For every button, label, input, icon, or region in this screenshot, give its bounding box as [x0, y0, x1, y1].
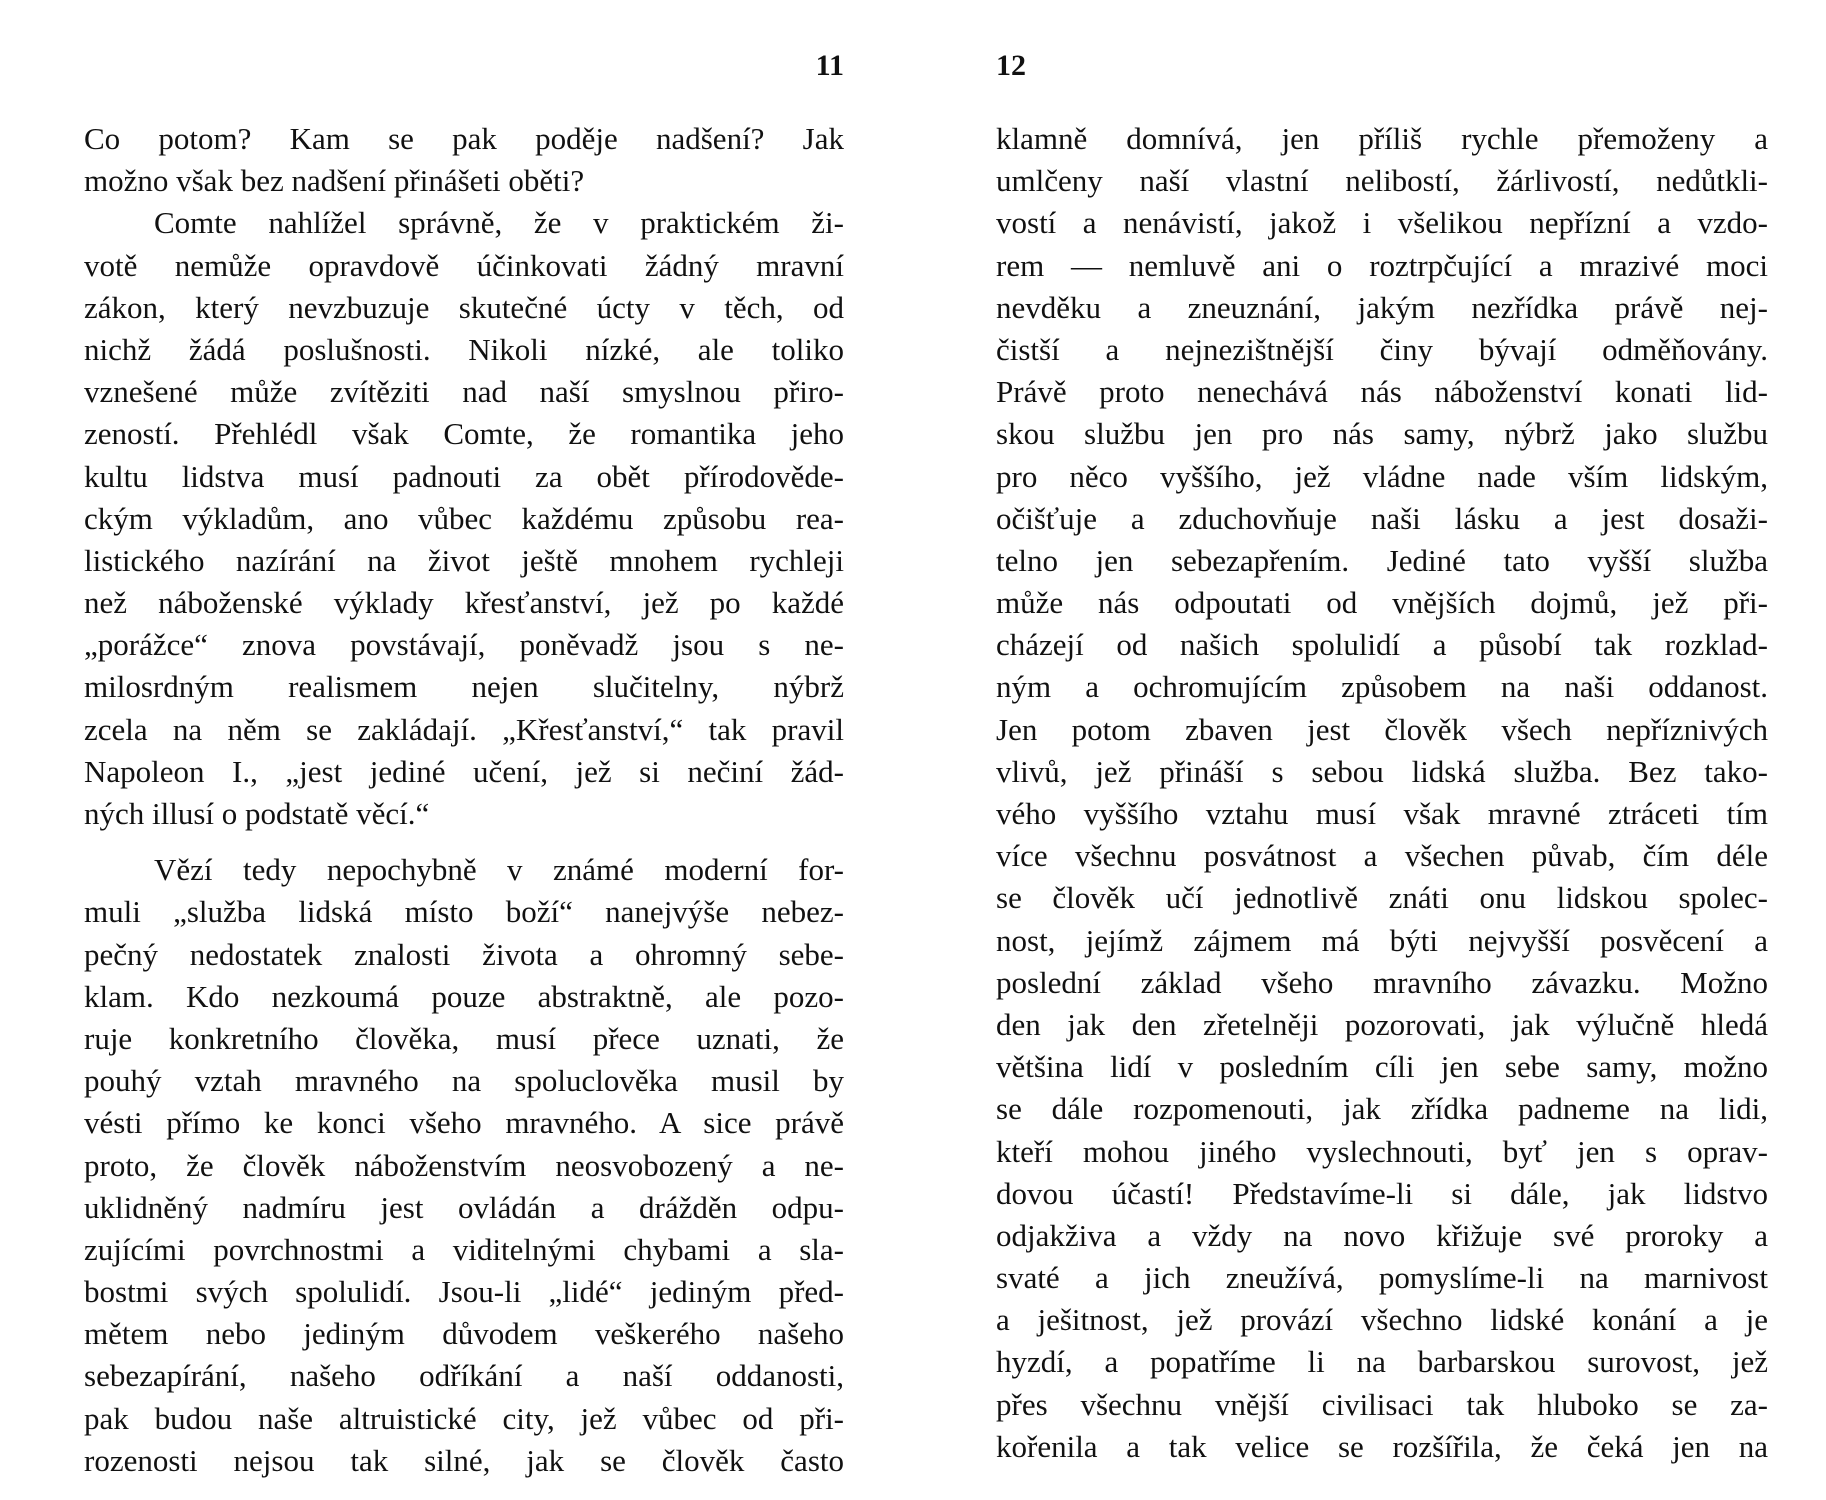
text-line: ckým výkladům, ano vůbec každému způsobu rea-: [84, 500, 844, 536]
page-number: 12: [996, 49, 1026, 82]
text-line: přes všechnu vnější civilisaci tak hluboko se za-: [996, 1386, 1768, 1422]
text-line: než náboženské výklady křesťanství, jež po každé: [84, 585, 844, 621]
text-line: umlčeny naší vlastní nelibostí, žárlivostí, nedůtkli-: [996, 163, 1768, 199]
left-page: [84, 0, 844, 1500]
text-line: Vězí tedy nepochybně v známé moderní for-: [154, 852, 844, 888]
text-line: nost, jejímž zájmem má býti nejvyšší posvěcení a: [996, 922, 1768, 958]
text-line: svaté a jich zneužívá, pomyslíme-li na marnivost: [996, 1260, 1768, 1296]
text-line: hyzdí, a popatříme li na barbarskou surovost, jež: [996, 1344, 1768, 1380]
text-line: pak budou naše altruistické city, jež vůbec od při-: [84, 1400, 844, 1436]
text-line: ným a ochromujícím způsobem na naši oddanost.: [996, 669, 1768, 705]
text-line: se člověk učí jednotlivě znáti onu lidskou spolec-: [996, 880, 1768, 916]
text-line: bostmi svých spolulidí. Jsou-li „lidé“ jediným před-: [84, 1274, 844, 1310]
text-line: nichž žádá poslušnosti. Nikoli nízké, ale toliko: [84, 331, 844, 367]
right-page: [996, 0, 1768, 1500]
paragraph-gap: [84, 835, 844, 849]
text-line: klamně domnívá, jen příliš rychle přemoženy a: [996, 121, 1768, 156]
text-line: Co potom? Kam se pak poděje nadšení? Jak: [84, 121, 844, 156]
text-line: vésti přímo ke konci všeho mravného. A sice právě: [84, 1105, 844, 1141]
text-line: odjakživa a vždy na novo křižuje své proroky a: [996, 1217, 1768, 1253]
text-line: může nás odpoutati od vnějších dojmů, jež při-: [996, 585, 1768, 621]
text-line: pečný nedostatek znalosti života a ohromný sebe-: [84, 936, 844, 972]
text-line: zujícími povrchnostmi a viditelnými chybami a sla-: [84, 1231, 844, 1267]
text-line: ruje konkretního člověka, musí přece uznati, že: [84, 1020, 844, 1056]
text-line: telno jen sebezapřením. Jediné tato vyšší služba: [996, 542, 1768, 578]
text-block: [84, 118, 844, 1482]
text-line: čistší a nejnezištnější činy bývají odměňovány.: [996, 331, 1768, 367]
text-line: ných illusí o podstatě věcí.“: [84, 796, 430, 831]
text-line: sebezapírání, našeho odříkání a naší oddanosti,: [84, 1358, 844, 1394]
text-line: většina lidí v posledním cíli jen sebe samy, možno: [996, 1049, 1768, 1085]
text-line: „porážce“ znova povstávají, poněvadž jsou s ne-: [84, 627, 844, 663]
text-line: kteří mohou jiného vyslechnouti, byť jen s oprav-: [996, 1133, 1768, 1169]
text-line: mětem nebo jediným důvodem veškerého našeho: [84, 1316, 844, 1352]
text-line: den jak den zřetelněji pozorovati, jak výlučně hledá: [996, 1006, 1768, 1042]
text-line: možno však bez nadšení přinášeti oběti?: [84, 163, 585, 199]
text-line: proto, že člověk náboženstvím neosvobozený a ne-: [84, 1147, 844, 1183]
text-line: pouhý vztah mravného na spoluclověka musil by: [84, 1063, 844, 1099]
text-line: votě nemůže opravdově účinkovati žádný mravní: [84, 247, 844, 283]
text-line: rem — nemluvě ani o roztrpčující a mrazivé moci: [996, 247, 1768, 283]
text-line: se dále rozpomenouti, jak zřídka padneme na lidi,: [996, 1091, 1768, 1127]
text-line: kořenila a tak velice se rozšířila, že čeká jen na: [996, 1428, 1768, 1464]
text-line: dovou účastí! Představíme-li si dále, jak lidstvo: [996, 1175, 1768, 1211]
text-line: milosrdným realismem nejen slučitelny, nýbrž: [84, 669, 844, 705]
text-line: více všechnu posvátnost a všechen půvab, čím déle: [996, 838, 1768, 874]
text-line: vlivů, jež přináší s sebou lidská služba. Bez tako-: [996, 753, 1768, 789]
text-line: uklidněný nadmíru jest ovládán a drážděn odpu-: [84, 1189, 844, 1225]
text-line: zeností. Přehlédl však Comte, že romantika jeho: [84, 416, 844, 452]
text-line: pro něco vyššího, jež vládne nade vším lidským,: [996, 458, 1768, 494]
text-line: cházejí od našich spolulidí a působí tak rozklad-: [996, 627, 1768, 663]
text-line: zcela na něm se zakládají. „Křesťanství,“ tak pravil: [84, 711, 844, 747]
text-line: skou službu jen pro nás samy, nýbrž jako službu: [996, 416, 1768, 452]
text-line: a ješitnost, jež provází všechno lidské konání a je: [996, 1302, 1768, 1338]
text-line: listického nazírání na život ještě mnohem rychleji: [84, 542, 844, 578]
text-line: poslední základ všeho mravního závazku. Možno: [996, 964, 1768, 1000]
text-line: zákon, který nevzbuzuje skutečné úcty v těch, od: [84, 289, 844, 325]
text-line: muli „služba lidská místo boží“ nanejvýše nebez-: [84, 894, 844, 930]
text-line: vznešené může zvítěziti nad naší smyslnou přiro-: [84, 374, 844, 410]
page-number: 11: [815, 49, 844, 82]
text-line: Napoleon I., „jest jediné učení, jež si nečiní žád-: [84, 753, 844, 789]
text-line: očišťuje a zduchovňuje naši lásku a jest dosaži-: [996, 500, 1768, 536]
text-line: nevděku a zneuznání, jakým nezřídka právě nej-: [996, 289, 1768, 325]
text-line: vého vyššího vztahu musí však mravné ztráceti tím: [996, 796, 1768, 831]
text-line: kultu lidstva musí padnouti za obět přírodověde-: [84, 458, 844, 494]
text-line: Jen potom zbaven jest člověk všech nepříznivých: [996, 711, 1768, 747]
text-line: Právě proto nenechává nás náboženství konati lid-: [996, 374, 1768, 410]
text-line: Comte nahlížel správně, že v praktickém ži-: [154, 205, 844, 241]
text-line: klam. Kdo nezkoumá pouze abstraktně, ale pozo-: [84, 978, 844, 1014]
text-block: [996, 118, 1768, 1468]
text-line: vostí a nenávistí, jakož i všelikou nepřízní a vzdo-: [996, 205, 1768, 241]
text-line: rozenosti nejsou tak silné, jak se člověk často: [84, 1442, 844, 1478]
